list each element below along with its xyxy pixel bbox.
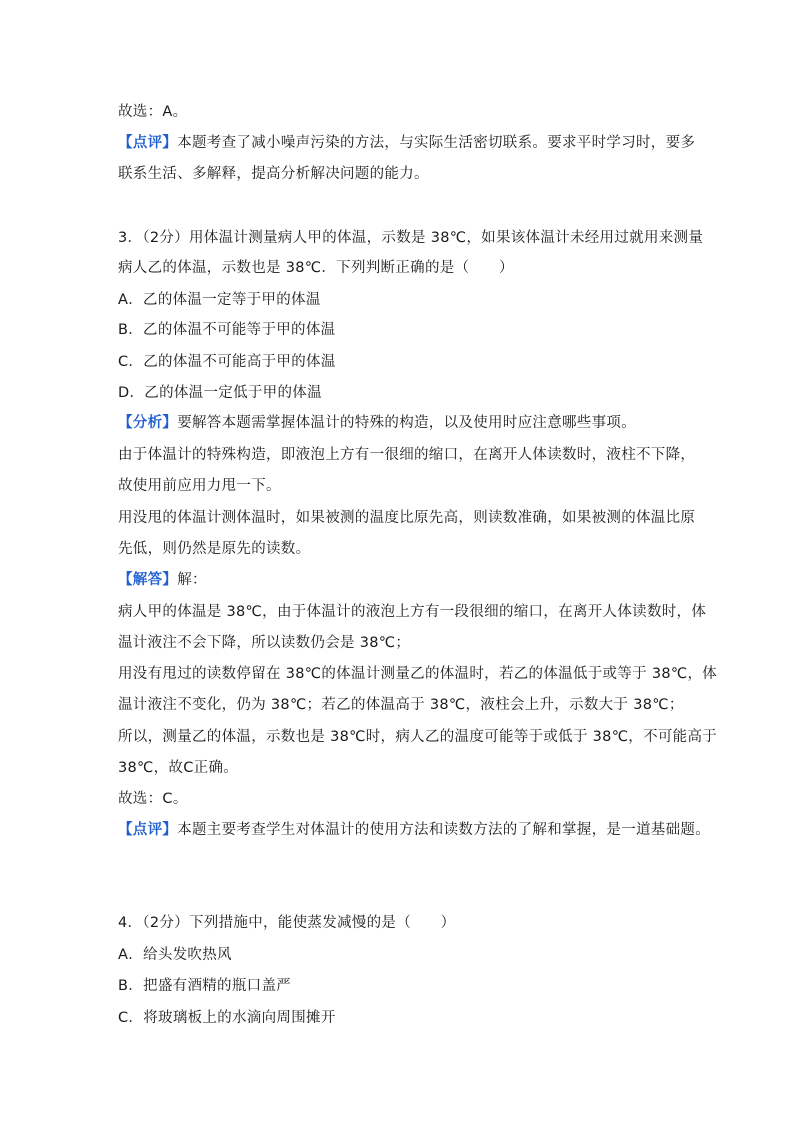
q3-option-b: B．乙的体温不可能等于甲的体温 [118,322,336,338]
q3-option-c: C．乙的体温不可能高于甲的体温 [118,354,336,370]
q3-answer-line-1: 病人甲的体温是 38℃，由于体温计的液泡上方有一段很细的缩口，在离开人体读数时，体 [118,604,707,620]
q4-option-c: C．将玻璃板上的水滴向周围摊开 [118,1010,336,1026]
q3-answer-line-5: 所以，测量乙的体温，示数也是 38℃时，病人乙的温度可能等于或低于 38℃，不可能高于 [118,729,718,745]
q3-analysis-line-4: 用没甩的体温计测体温时，如果被测的温度比原先高，则读数准确，如果被测的体温比原 [118,510,696,526]
q3-stem-line-1: 3．（2分）用体温计测量病人甲的体温，示数是 38℃，如果该体温计未经用过就用来测量 [118,230,704,246]
answer-tag: 【解答】 [118,572,178,588]
q3-answer-head [118,570,207,590]
q3-answer-line-6: 38℃，故C正确。 [118,760,239,776]
q3-comment-text: 本题主要考查学生对体温计的使用方法和读数方法的了解和掌握，是一道基础题。 [177,822,710,838]
prev-comment-line-2: 联系生活、多解释，提高分析解决问题的能力。 [118,166,429,182]
prev-choice: 故选：A。 [118,104,188,120]
q3-option-a: A．乙的体温一定等于甲的体温 [118,292,321,308]
q3-stem-line-2: 病人乙的体温，示数也是 38℃．下列判断正确的是（ ） [118,260,514,276]
q3-analysis-line-3: 故使用前应用力甩一下。 [118,478,281,494]
q3-answer-line-4: 温计液注不变化，仍为 38℃；若乙的体温高于 38℃，液柱会上升，示数大于 38℃； [118,697,684,713]
analysis-tag: 【分析】 [118,415,178,431]
comment-tag: 【点评】 [118,822,178,838]
q3-analysis-line [118,413,636,433]
q3-comment-line [118,820,710,840]
q4-option-b: B．把盛有酒精的瓶口盖严 [118,978,292,994]
q4-stem: 4．（2分）下列措施中，能使蒸发减慢的是（ ） [118,915,456,931]
q3-analysis-line-2: 由于体温计的特殊构造，即液泡上方有一很细的缩口，在离开人体读数时，液柱不下降， [118,447,696,463]
q3-answer-head-text: 解： [177,572,207,588]
q3-option-d: D．乙的体温一定低于甲的体温 [118,385,322,401]
q3-answer-line-3: 用没有甩过的读数停留在 38℃的体温计测量乙的体温时，若乙的体温低于或等于 38℃，体 [118,666,718,682]
prev-comment-text: 本题考查了减小噪声污染的方法，与实际生活密切联系。要求平时学习时，要多 [177,135,696,151]
prev-comment-line [118,133,695,153]
q3-choice: 故选：C。 [118,791,188,807]
comment-tag: 【点评】 [118,135,178,151]
q3-analysis-text: 要解答本题需掌握体温计的特殊的构造，以及使用时应注意哪些事项。 [177,415,636,431]
q3-answer-line-2: 温计液注不会下降，所以读数仍会是 38℃； [118,635,411,651]
q4-option-a: A．给头发吹热风 [118,947,232,963]
q3-analysis-line-5: 先低，则仍然是原先的读数。 [118,541,311,557]
